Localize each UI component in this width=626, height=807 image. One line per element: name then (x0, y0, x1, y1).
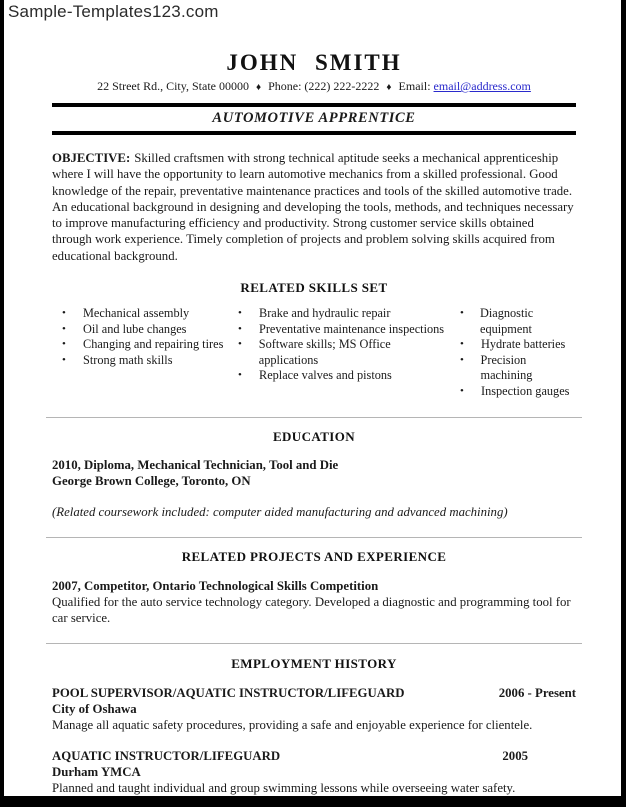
list-item (228, 337, 448, 368)
list-item (228, 322, 448, 338)
bullet-icon: • (460, 307, 464, 320)
section-heading-education: EDUCATION (272, 428, 356, 444)
skills-column-3 (448, 306, 576, 400)
bullet-icon: • (62, 353, 66, 366)
contact-email-link[interactable]: email@address.com (433, 79, 531, 93)
skill-label: Precision machining (480, 352, 533, 383)
page-border-right (621, 0, 626, 807)
skill-label: Inspection gauges (481, 384, 570, 399)
page-border-bottom (0, 796, 626, 807)
skill-label: Diagnostic equipment (479, 306, 534, 336)
list-item (52, 322, 228, 338)
employment-entry (52, 748, 576, 796)
bullet-icon: • (460, 385, 464, 398)
job-dates: 2006 - Present (498, 686, 576, 701)
skills-grid (52, 306, 576, 400)
skill-label: Mechanical assembly (83, 306, 190, 321)
job-header (52, 748, 576, 764)
watermark-site-name: Sample-Templates123.com (8, 2, 219, 21)
page-border-left (0, 0, 4, 807)
education-school: George Brown College, Toronto, ON (52, 473, 251, 488)
education-entry (52, 457, 576, 520)
job-title: POOL SUPERVISOR/AQUATIC INSTRUCTOR/LIFEGUARD (52, 686, 405, 701)
skill-label: Software skills; MS Office applications (258, 337, 391, 367)
resume-content (52, 50, 576, 796)
skills-column-1 (52, 306, 228, 400)
section-divider (46, 417, 582, 418)
resume-title-band (52, 103, 576, 135)
section-divider (46, 643, 582, 644)
bullet-icon: • (238, 307, 242, 320)
bullet-icon: • (238, 322, 242, 335)
job-employer: City of Oshawa (52, 702, 137, 717)
section-heading-projects: RELATED PROJECTS AND EXPERIENCE (181, 548, 447, 564)
list-item (448, 337, 576, 353)
contact-phone: Phone: (222) 222-2222 (268, 79, 380, 93)
contact-email-label: Email: (398, 79, 431, 93)
list-item (448, 353, 576, 384)
objective-paragraph (52, 150, 576, 264)
skill-label: Strong math skills (83, 352, 173, 367)
education-degree: 2010, Diploma, Mechanical Technician, Tool and Die (52, 457, 339, 472)
job-title: AQUATIC INSTRUCTOR/LIFEGUARD (52, 748, 281, 763)
bullet-icon: • (62, 322, 66, 335)
objective-label: OBJECTIVE: (52, 151, 131, 165)
section-divider (46, 537, 582, 538)
section-heading-employment: EMPLOYMENT HISTORY (231, 656, 397, 672)
skill-label: Brake and hydraulic repair (259, 306, 391, 321)
diamond-separator-icon: ♦ (386, 82, 392, 93)
list-item (228, 306, 448, 322)
contact-line (52, 79, 576, 94)
list-item (52, 337, 228, 353)
skill-label: Replace valves and pistons (259, 368, 392, 383)
list-item (52, 306, 228, 322)
section-heading-skills: RELATED SKILLS SET (240, 280, 388, 296)
resume-title: AUTOMOTIVE APPRENTICE (212, 110, 416, 126)
skills-column-2 (228, 306, 448, 400)
bullet-icon: • (62, 307, 66, 320)
list-item (52, 353, 228, 369)
job-description: Planned and taught individual and group swimming lessons while overseeing water safety. (52, 780, 516, 795)
contact-address: 22 Street Rd., City, State 00000 (97, 79, 249, 93)
employment-entry (52, 685, 576, 733)
job-header (52, 685, 576, 701)
job-description: Manage all aquatic safety procedures, providing a safe and enjoyable experience for clientele. (52, 718, 533, 733)
job-employer: Durham YMCA (52, 764, 141, 779)
skill-label: Oil and lube changes (83, 321, 187, 336)
objective-text: Skilled craftsmen with strong technical aptitude seeks a mechanical apprenticeship where I will have the opportunity to learn automotive mechanics from a skilled professional. Good knowledge of the repair, preventative maintenance practices and tools of the skilled automotive trade. An educational background in designing and developing the tools, methods, and techniques necessary to improve manufacturing efficiency and productivity. Strong customer service skills obtained through work experience. Timely completion of projects and problem solving skills acquired from educational background. (52, 151, 574, 263)
list-item (448, 384, 576, 400)
project-entry (52, 578, 576, 627)
candidate-name: JOHN SMITH (226, 50, 402, 75)
bullet-icon: • (460, 338, 464, 351)
project-description: Qualified for the auto service technology category. Developed a diagnostic and programming tool for car service. (52, 594, 571, 625)
diamond-separator-icon: ♦ (255, 82, 262, 93)
bullet-icon: • (460, 353, 464, 366)
list-item (228, 368, 448, 384)
project-title: 2007, Competitor, Ontario Technological Skills Competition (52, 578, 379, 593)
bullet-icon: • (238, 369, 242, 382)
skill-label: Changing and repairing tires (83, 337, 224, 352)
bullet-icon: • (238, 338, 242, 351)
bullet-icon: • (62, 338, 66, 351)
skill-label: Hydrate batteries (481, 337, 566, 352)
job-dates: 2005 (502, 748, 528, 763)
education-coursework: (Related coursework included: computer aided manufacturing and advanced machining) (52, 504, 508, 519)
skill-label: Preventative maintenance inspections (259, 321, 445, 336)
list-item (448, 306, 576, 337)
